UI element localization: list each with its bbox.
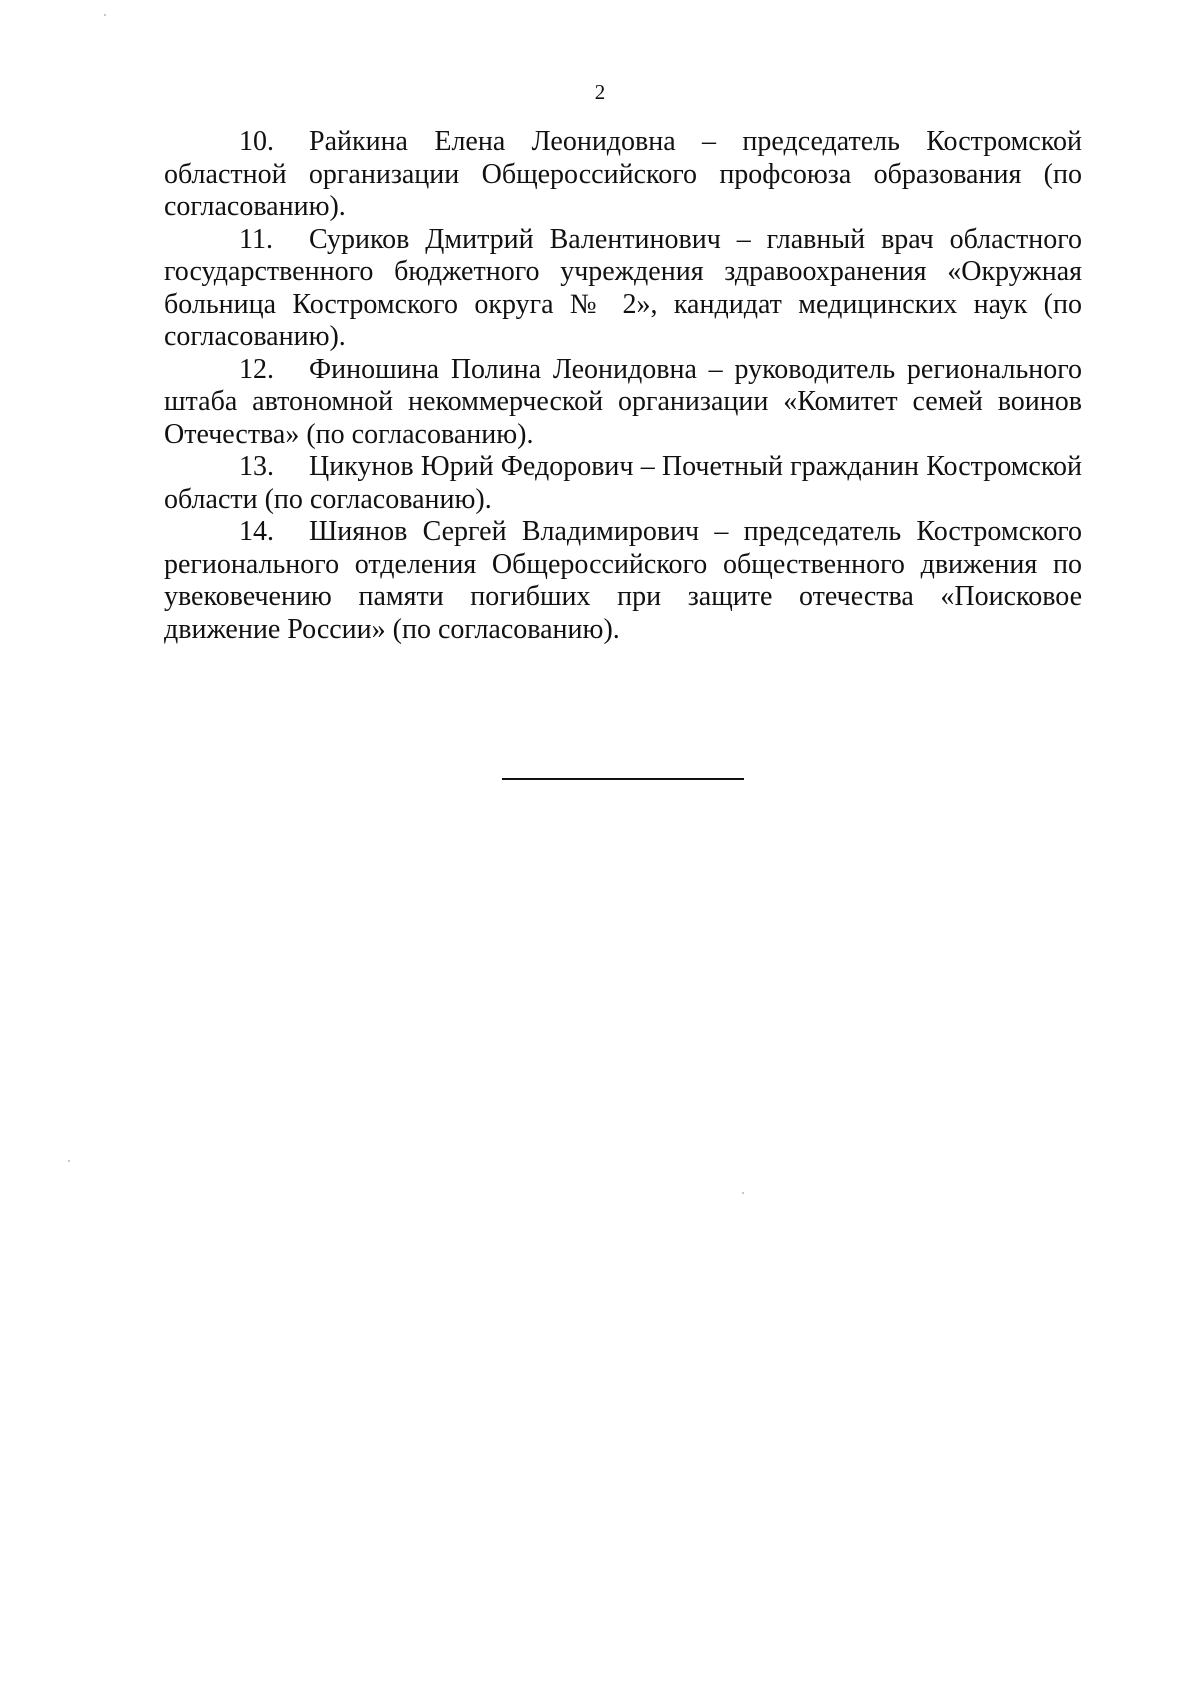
item-text: Райкина Елена Леонидовна – председатель Костромской областной организации Общероссийского профсоюза образования (по согласованию). (164, 126, 1082, 222)
scan-speck (742, 1192, 744, 1194)
scan-speck (104, 14, 106, 16)
item-text: Суриков Дмитрий Валентинович – главный врач областного государственного бюджетного учреждения здравоохранения «Окружная больница Костромского округа № 2», кандидат медицинских наук (по согласованию). (164, 223, 1082, 352)
page-number: 2 (594, 80, 606, 104)
list-item (164, 224, 1082, 354)
item-number: 13. (239, 451, 274, 482)
item-number: 12. (239, 353, 274, 385)
closing-rule (502, 778, 744, 780)
list-item (164, 126, 1082, 224)
item-text: Цикунов Юрий Федорович – Почетный гражданин Костромской области (по согласованию). (164, 451, 1082, 515)
scan-speck (68, 1160, 70, 1162)
list-item (164, 516, 1082, 646)
item-number: 14. (239, 516, 274, 547)
item-number: 11. (239, 223, 273, 255)
item-number: 10. (239, 126, 274, 157)
list-item (164, 354, 1082, 452)
list-item (164, 451, 1082, 516)
item-text: Шиянов Сергей Владимирович – председатель Костромского регионального отделения Общероссийского общественного движения по увековечению памяти погибших при защите отечества «Поисковое движение России» (по согласованию). (164, 516, 1082, 645)
item-text: Финошина Полина Леонидовна – руководитель регионального штаба автономной некоммерческой организации «Комитет семей воинов Отечества» (по согласованию). (164, 353, 1082, 450)
member-list (164, 126, 1082, 646)
